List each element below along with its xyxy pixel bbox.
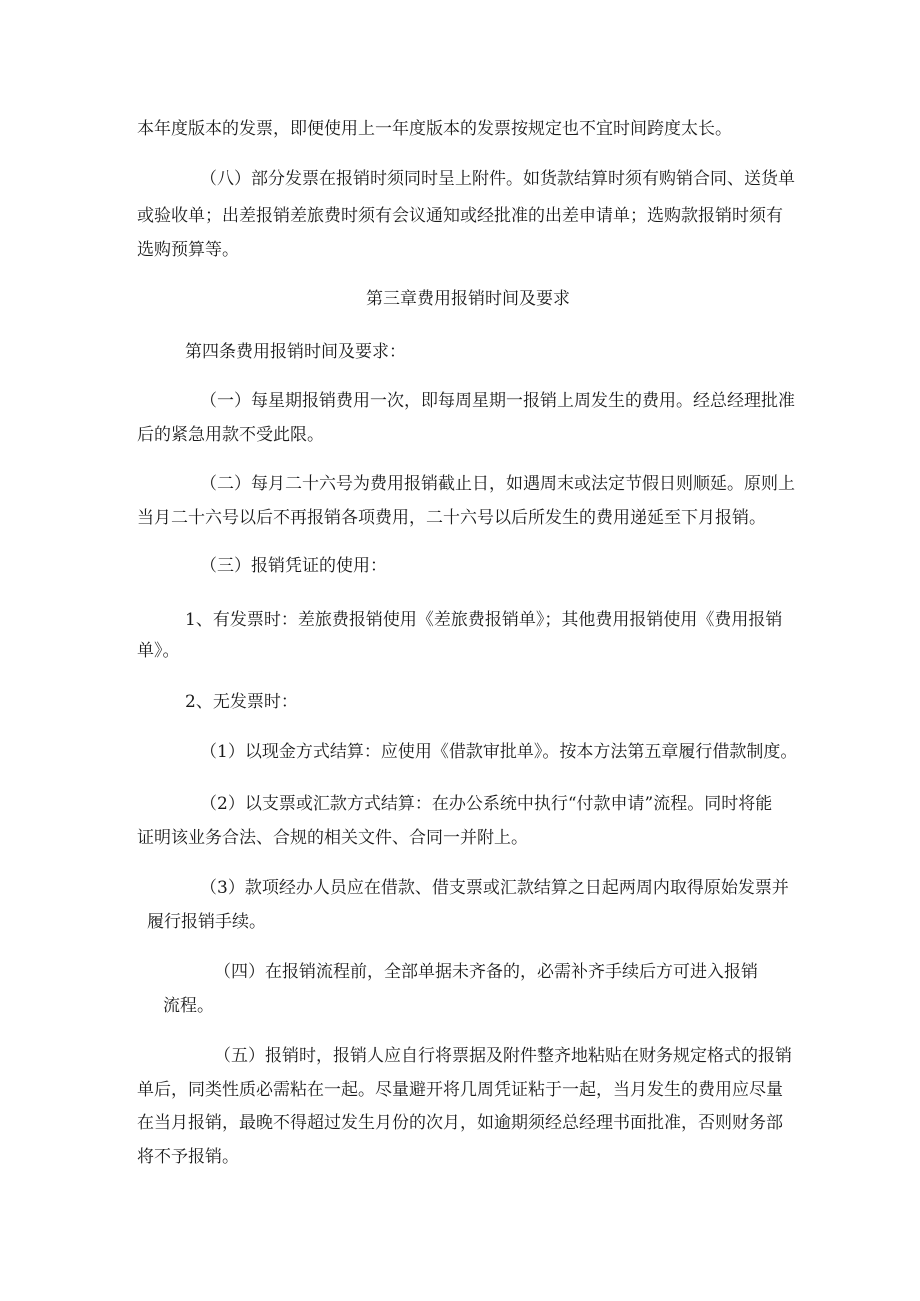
article-heading: 第四条费用报销时间及要求： bbox=[185, 342, 406, 362]
paragraph-line: 流程。 bbox=[163, 996, 214, 1016]
paragraph-line: 单后，同类性质必需粘在一起。尽量避开将几周凭证粘于一起，当月发生的费用应尽量 bbox=[137, 1080, 783, 1100]
paragraph-line: （1）以现金方式结算：应使用《借款审批单》。按本方法第五章履行借款制度。 bbox=[200, 742, 798, 762]
paragraph-line: （3）款项经办人员应在借款、借支票或汇款结算之日起两周内取得原始发票并 bbox=[200, 878, 789, 898]
paragraph-line: 在当月报销，最晚不得超过发生月份的次月，如逾期须经总经理书面批准，否则财务部 bbox=[137, 1113, 783, 1133]
paragraph-line: 将不予报销。 bbox=[137, 1147, 239, 1167]
paragraph-line: 后的紧急用款不受此限。 bbox=[137, 425, 324, 445]
paragraph-line: （一）每星期报销费用一次，即每周星期一报销上周发生的费用。经总经理批准 bbox=[200, 391, 795, 411]
paragraph-line: （三）报销凭证的使用： bbox=[200, 556, 387, 576]
paragraph-line: （五）报销时，报销人应自行将票据及附件整齐地粘贴在财务规定格式的报销 bbox=[214, 1046, 792, 1066]
paragraph-line: 单》。 bbox=[137, 641, 180, 661]
paragraph-line: （2）以支票或汇款方式结算：在办公系统中执行“付款申请”流程。同时将能 bbox=[200, 794, 773, 814]
paragraph-line: （四）在报销流程前，全部单据未齐备的，必需补齐手续后方可进入报销 bbox=[214, 962, 758, 982]
paragraph-line: 当月二十六号以后不再报销各项费用，二十六号以后所发生的费用递延至下月报销。 bbox=[137, 508, 766, 528]
paragraph-line: 选购预算等。 bbox=[137, 240, 239, 260]
paragraph-line: 履行报销手续。 bbox=[147, 912, 266, 932]
paragraph-line: 2、无发票时： bbox=[185, 692, 298, 712]
paragraph-line: （八）部分发票在报销时须同时呈上附件。如货款结算时须有购销合同、送货单 bbox=[200, 169, 795, 189]
paragraph-line: 证明该业务合法、合规的相关文件、合同一并附上。 bbox=[137, 828, 528, 848]
paragraph-line: （二）每月二十六号为费用报销截止日，如遇周末或法定节假日则顺延。原则上 bbox=[200, 474, 795, 494]
paragraph-line: 1、有发票时：差旅费报销使用《差旅费报销单》；其他费用报销使用《费用报销 bbox=[185, 610, 783, 630]
paragraph-line: 或验收单；出差报销差旅费时须有会议通知或经批准的出差申请单；选购款报销时须有 bbox=[137, 206, 783, 226]
chapter-heading: 第三章费用报销时间及要求 bbox=[366, 289, 570, 309]
paragraph-line: 本年度版本的发票，即便使用上一年度版本的发票按规定也不宜时间跨度太长。 bbox=[137, 119, 732, 139]
